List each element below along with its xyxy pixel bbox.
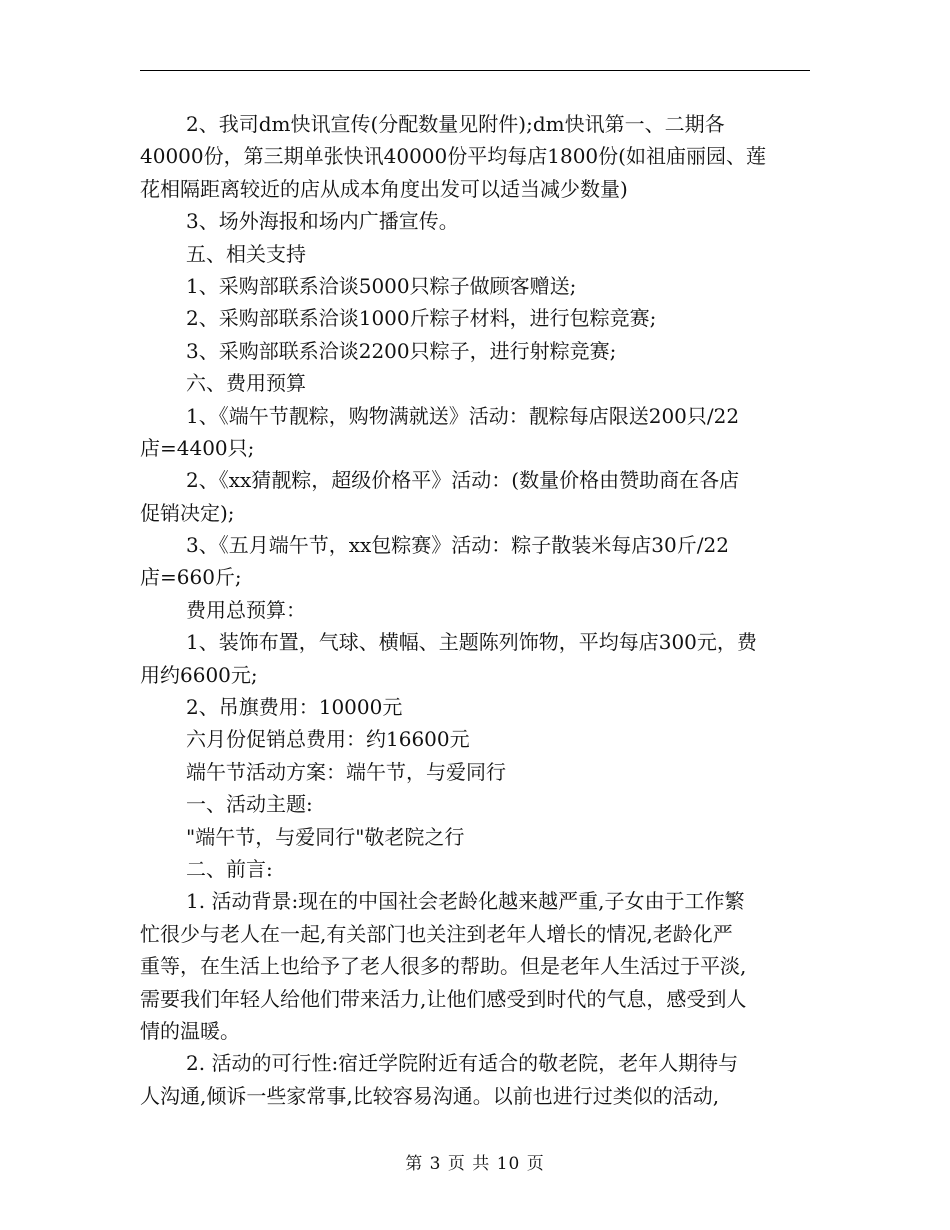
paragraph-line: 人沟通,倾诉一些家常事,比较容易沟通。以前也进行过类似的活动, [140, 1083, 720, 1108]
paragraph-line: 店=660斤; [140, 565, 242, 590]
paragraph-line: 六、费用预算 [186, 371, 306, 396]
paragraph-line: 40000份，第三期单张快讯40000份平均每店1800份(如祖庙丽园、莲 [140, 144, 766, 169]
paragraph-line: 2、采购部联系洽谈1000斤粽子材料，进行包粽竞赛; [186, 306, 657, 331]
page-number-footer: 第 3 页 共 10 页 [405, 1154, 545, 1174]
paragraph-line: 3、场外海报和场内广播宣传。 [186, 209, 459, 234]
paragraph-line: 2、《xx猜靓粽，超级价格平》活动：(数量价格由赞助商在各店 [186, 468, 740, 493]
paragraph-line: 需要我们年轻人给他们带来活力,让他们感受到时代的气息，感受到人 [140, 986, 747, 1011]
paragraph-line: 花相隔距离较近的店从成本角度出发可以适当减少数量) [140, 176, 628, 201]
paragraph-line: 3、采购部联系洽谈2200只粽子，进行射粽竞赛; [186, 338, 617, 363]
paragraph-line: 1、《端午节靓粽，购物满就送》活动：靓粽每店限送200只/22 [186, 403, 740, 428]
paragraph-line: "端午节，与爱同行"敬老院之行 [186, 824, 465, 849]
paragraph-line: 端午节活动方案：端午节，与爱同行 [186, 759, 506, 784]
paragraph-line: 3、《五月端午节，xx包粽赛》活动：粽子散装米每店30斤/22 [186, 533, 729, 558]
paragraph-line: 用约6600元; [140, 662, 258, 687]
paragraph-line: 1、采购部联系洽谈5000只粽子做顾客赠送; [186, 273, 577, 298]
paragraph-line: 2、吊旗费用：10000元 [186, 695, 403, 720]
paragraph-line: 促销决定); [140, 500, 235, 525]
paragraph-line: 忙很少与老人在一起,有关部门也关注到老年人增长的情况,老龄化严 [140, 921, 733, 946]
paragraph-line: 2. 活动的可行性:宿迁学院附近有适合的敬老院，老年人期待与 [186, 1051, 739, 1076]
paragraph-line: 一、活动主题: [186, 792, 313, 817]
paragraph-line: 店=4400只; [140, 435, 255, 460]
paragraph-line: 2、我司dm快讯宣传(分配数量见附件);dm快讯第一、二期各 [186, 112, 725, 136]
paragraph-line: 1. 活动背景:现在的中国社会老龄化越来越严重,子女由于工作繁 [186, 889, 745, 914]
paragraph-line: 重等，在生活上也给予了老人很多的帮助。但是老年人生活过于平淡, [140, 954, 747, 979]
paragraph-line: 二、前言: [186, 856, 273, 881]
paragraph-line: 六月份促销总费用：约16600元 [186, 727, 470, 752]
paragraph-line: 五、相关支持 [186, 241, 306, 266]
header-rule [140, 70, 810, 71]
document-body [140, 108, 810, 1112]
paragraph-line: 费用总预算： [186, 597, 306, 622]
paragraph-line: 情的温暖。 [140, 1018, 240, 1043]
paragraph-line: 1、装饰布置，气球、横幅、主题陈列饰物，平均每店300元，费 [186, 630, 757, 655]
